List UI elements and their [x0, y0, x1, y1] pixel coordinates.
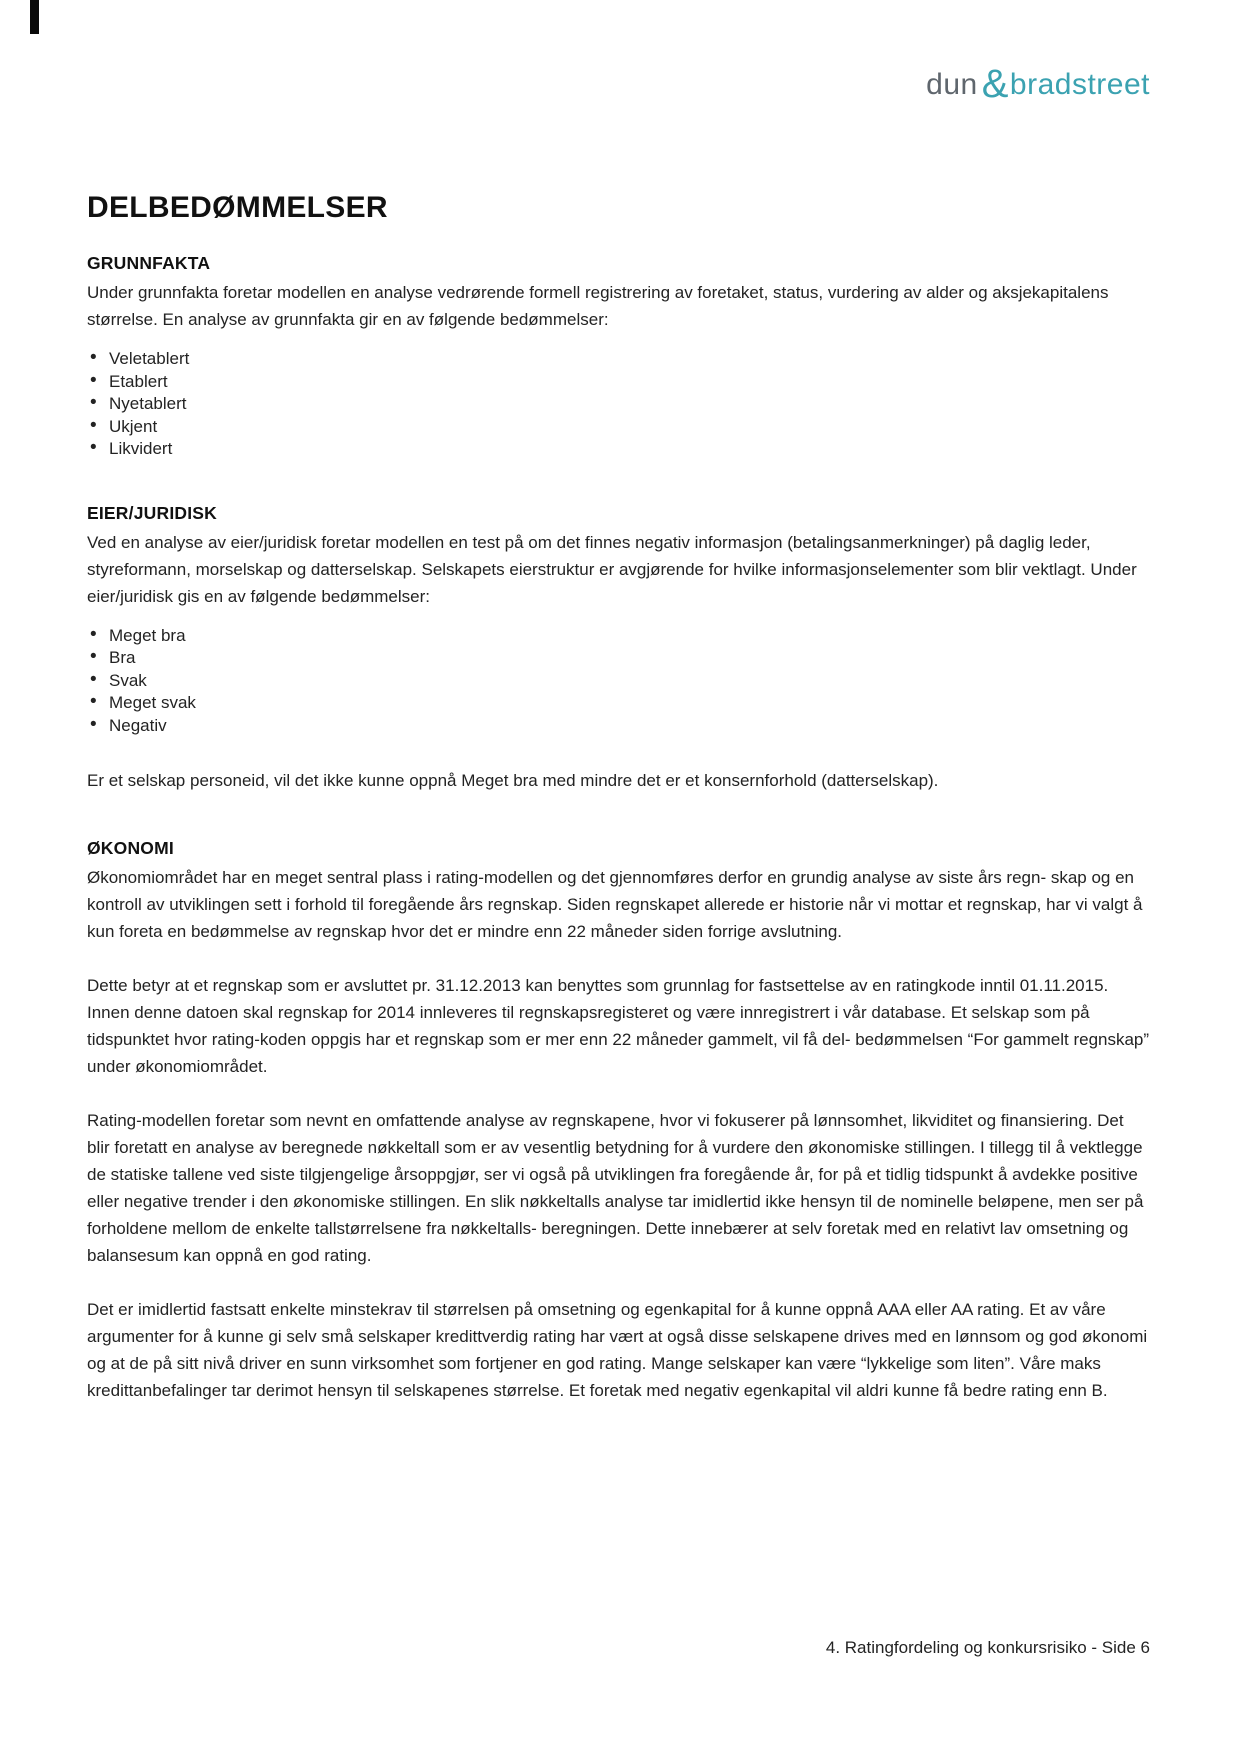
section-heading-eier-juridisk: EIER/JURIDISK — [87, 502, 217, 523]
okonomi-paragraph: Rating-modellen foretar som nevnt en omfattende analyse av regnskapene, hvor vi fokuserer på lønnsomhet, likviditet og finansiering. Det blir foretatt en analyse av beregnede nøkkeltall som er av vesentlig betydning for å vurdere den økonomiske stillingen. I tillegg til å vektlegge de statiske tallene ved siste tilgjengelige årsoppgjør, ser vi også på utviklingen fra foregående år, for på et tidlig tidspunkt å avdekke positive eller negative trender i den økonomiske stillingen. En slik nøkkeltalls analyse tar imidlertid ikke hensyn til de nominelle beløpene, men ser på forholdene mellom de enkelte tallstørrelsene fra nøkkeltalls- beregningen. Dette innebærer at selv foretak med en relativt lav omsetning og balansesum kan oppnå en god rating. — [87, 1111, 1144, 1265]
list-item: • Veletablert — [90, 348, 1150, 371]
list-item: • Likvidert — [90, 438, 1150, 461]
okonomi-paragraph: Det er imidlertid fastsatt enkelte minstekrav til størrelsen på omsetning og egenkapital for å kunne oppnå AAA eller AA rating. Et av våre argumenter for å kunne gi selv små selskaper kredittverdig rating har vært at også disse selskapene drives med en lønnsom og god økonomi og at de på sitt nivå driver en sunn virksomhet som fortjener en god rating. Mange selskaper kan være “lykkelige som liten”. Våre maks kredittanbefalinger tar derimot hensyn til selskapenes størrelse. Et foretak med negativ egenkapital vil aldri kunne få bedre rating enn B. — [87, 1300, 1148, 1400]
section-okonomi — [87, 838, 1150, 1404]
list-item: • Nyetablert — [90, 393, 1150, 416]
eier-juridisk-note: Er et selskap personeid, vil det ikke kunne oppnå Meget bra med mindre det er et konsernforhold (datterselskap). — [87, 771, 939, 790]
scan-artifact — [30, 0, 39, 34]
list-item: • Ukjent — [90, 416, 1150, 439]
section-heading-okonomi: ØKONOMI — [87, 838, 174, 858]
list-item: • Meget svak — [90, 692, 1150, 715]
eier-juridisk-bullet-list — [90, 625, 1150, 738]
list-item: • Etablert — [90, 371, 1150, 394]
page-footer: 4. Ratingfordeling og konkursrisiko - Side 6 — [825, 1638, 1150, 1657]
logo-bradstreet-text: bradstreet — [1009, 68, 1150, 101]
section-heading-grunnfakta: GRUNNFAKTA — [87, 253, 211, 273]
logo-dun-text: dun — [926, 68, 978, 101]
section-grunnfakta — [87, 253, 1150, 461]
grunnfakta-intro: Under grunnfakta foretar modellen en analyse vedrørende formell registrering av foretaket, status, vurdering av alder og aksjekapitalens størrelse. En analyse av grunnfakta gir en av følgende bedømmelser: — [87, 283, 1109, 329]
page-title: DELBEDØMMELSER — [87, 191, 388, 224]
okonomi-paragraph: Dette betyr at et regnskap som er avsluttet pr. 31.12.2013 kan benyttes som grunnlag for fastsettelse av en ratingkode inntil 01.11.2015. Innen denne datoen skal regnskap for 2014 innleveres til regnskapsregisteret og være innregistrert i vår database. Et selskap som på tidspunktet hvor rating-koden oppgis har et regnskap som er mer enn 22 måneder gammelt, vil få del- bedømmelsen “For gammelt regnskap” under økonomiområdet. — [87, 976, 1150, 1076]
okonomi-paragraph: Økonomiområdet har en meget sentral plass i rating-modellen og det gjennomføres derfor en grundig analyse av siste års regn- skap og en kontroll av utviklingen sett i forhold til foregående års regnskap. Siden regnskapet allerede er historie når vi mottar et regnskap, har vi valgt å kun foreta en bedømmelse av regnskap hvor det er mindre enn 22 måneder siden forrige avslutning. — [87, 868, 1143, 941]
list-item: • Negativ — [90, 715, 1150, 738]
dun-bradstreet-logo — [87, 0, 1150, 105]
section-eier-juridisk — [87, 503, 1150, 795]
grunnfakta-bullet-list — [90, 348, 1150, 461]
list-item: • Bra — [90, 647, 1150, 670]
list-item: • Svak — [90, 670, 1150, 693]
eier-juridisk-intro: Ved en analyse av eier/juridisk foretar modellen en test på om det finnes negativ informasjon (betalingsanmerkninger) på daglig leder, styreformann, morselskap og datterselskap. Selskapets eierstruktur er avgjørende for hvilke informasjonselementer som blir vektlagt. Under eier/juridisk gis en av følgende bedømmelser: — [87, 532, 1137, 606]
logo-ampersand-icon: & — [981, 62, 1009, 106]
list-item: • Meget bra — [90, 625, 1150, 648]
